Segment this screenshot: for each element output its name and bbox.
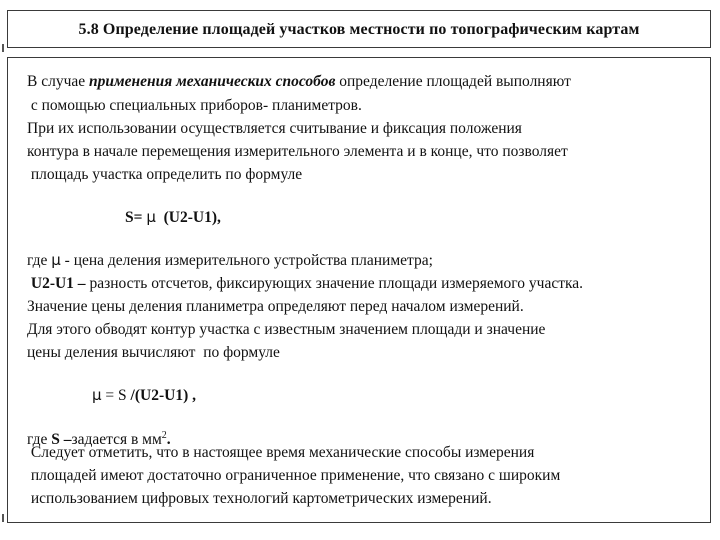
text-line-1 [27, 74, 571, 90]
text-line-14: использованием цифровых технологий картометрических измерений. [27, 490, 492, 507]
text: задается в мм [71, 431, 162, 448]
text-line-3: При их использовании осуществляется считывание и фиксация положения [27, 120, 522, 137]
formula-eq: = S [101, 387, 131, 404]
text: В случае [27, 73, 90, 90]
text: . [166, 431, 171, 448]
formula-2 [92, 388, 196, 404]
text-line-8: Значение цены деления планиметра определяют перед началом измерений. [27, 298, 524, 315]
formula-lhs: S= [125, 209, 147, 226]
side-marker [2, 44, 4, 52]
text-line-10: цены деления вычисляют по формуле [27, 344, 280, 361]
mu-symbol: μ [146, 208, 156, 226]
text: где [27, 252, 52, 269]
title-frame [7, 10, 711, 48]
text: где [27, 431, 52, 448]
text-line-7 [27, 276, 583, 292]
superscript: 2 [161, 430, 167, 441]
text-line-5: площадь участка определить по формуле [27, 166, 303, 183]
text-line-4: контура в начале перемещения измерительного элемента и в конце, что позволяет [27, 143, 568, 160]
text: определение площадей выполняют [335, 73, 571, 90]
text-line-6 [27, 253, 433, 269]
text-line-2: с помощью специальных приборов- планиметров. [27, 97, 362, 114]
formula-rhs: /(U2-U1) , [130, 387, 196, 404]
bold-text: S – [51, 431, 72, 448]
mu-symbol: μ [92, 386, 102, 404]
mu-symbol: μ [51, 251, 61, 269]
formula-1 [125, 210, 221, 226]
page-title: 5.8 Определение площадей участков местности по топографическим картам [78, 21, 640, 38]
text-line-12: Следует отметить, что в настоящее время механические способы измерения [27, 444, 535, 461]
text: разность отсчетов, фиксирующих значение площади измеряемого участка. [85, 275, 584, 292]
bold-text: U2-U1 – [27, 275, 86, 292]
text-line-13: площадей имеют достаточно ограниченное применение, что связано с широким [27, 467, 561, 484]
text: - цена деления измерительного устройства планиметра; [60, 252, 433, 269]
text-line-9: Для этого обводят контур участка с известным значением площади и значение [27, 321, 546, 338]
emphasis-text: применения механических способов [89, 73, 336, 90]
formula-rhs: (U2-U1), [155, 209, 221, 226]
side-marker [2, 514, 4, 522]
